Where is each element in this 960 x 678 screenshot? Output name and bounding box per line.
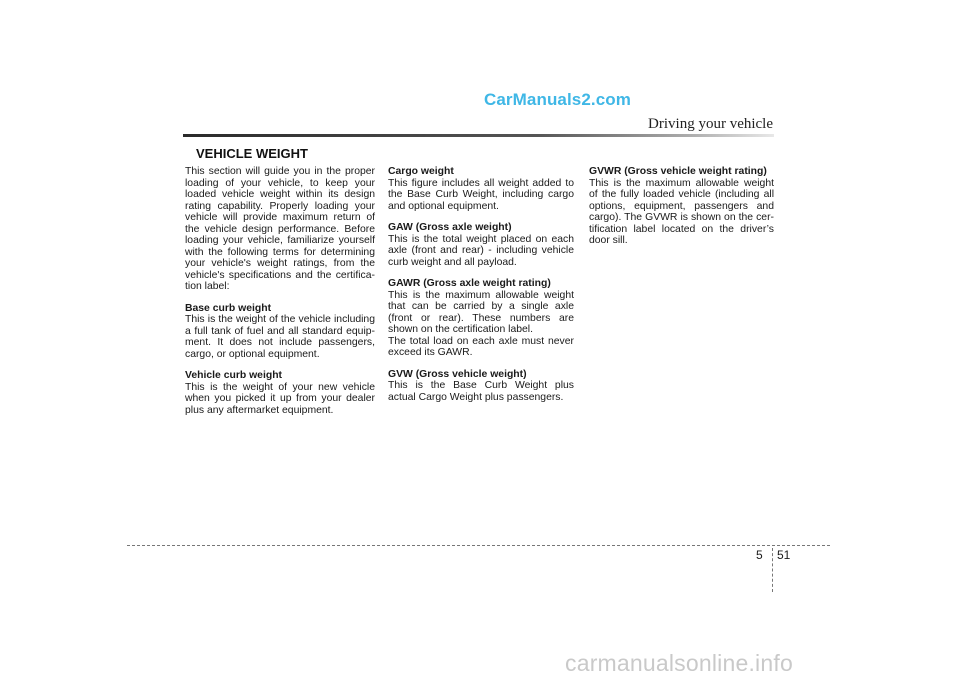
footer-divider xyxy=(127,545,830,546)
paragraph: This figure includes all weight added to the Base Curb Weight, including cargo and optional equipment. xyxy=(388,177,574,212)
subheading: GVW (Gross vehicle weight) xyxy=(388,368,527,380)
page-number-divider xyxy=(772,548,773,592)
paragraph-gap xyxy=(185,360,375,370)
subheading: GAW (Gross axle weight) xyxy=(388,222,512,233)
subheading: Cargo weight xyxy=(388,166,454,177)
paragraph: This is the maximum allowable weight that can be carried by a single axle (front or rear). These numbers are shown on the certification label. xyxy=(388,289,574,335)
subheading: GVWR (Gross vehicle weight rating) xyxy=(589,166,767,177)
paragraph-gap xyxy=(388,212,574,222)
watermark-url-bottom: carmanualsonline.info xyxy=(565,650,793,676)
paragraph: This is the maximum allowable weight of the fully loaded vehicle (including all options, equipment, passengers and cargo). The GVWR is shown on the cer- tification label located on the driver’s door sill. xyxy=(589,177,774,246)
page-heading: VEHICLE WEIGHT xyxy=(196,146,308,161)
paragraph: This is the weight of the vehicle including a full tank of fuel and all standard equip- ment. It does not include passengers, cargo, or optional equipment. xyxy=(185,314,375,360)
subheading: GAWR (Gross axle weight rating) xyxy=(388,278,551,289)
text-column-2 xyxy=(388,166,574,403)
paragraph-gap xyxy=(388,268,574,278)
paragraph: The total load on each axle must never exceed its GAWR. xyxy=(388,335,574,358)
paragraph: This section will guide you in the proper loading of your vehicle, to keep your loaded vehicle weight within its design rating capability. Properly loading your vehicle will provide maximum return of the vehicle design performance. Before loading your vehicle, familiarize yourself with the following terms for determining your vehicle's weight ratings, from the vehicle's specifications and the certifica- tion label: xyxy=(185,166,375,292)
paragraph-gap xyxy=(185,293,375,303)
chapter-number: 5 xyxy=(756,548,763,562)
subheading: Base curb weight xyxy=(185,302,272,314)
page-number: 51 xyxy=(777,548,791,562)
paragraph: This is the Base Curb Weight plus actual Cargo Weight plus passengers. xyxy=(388,380,574,403)
text-column-3 xyxy=(589,166,774,247)
subheading: Vehicle curb weight xyxy=(185,370,283,381)
paragraph: This is the weight of your new vehicle when you picked it up from your dealer plus any aftermarket equipment. xyxy=(185,381,375,416)
watermark-logo-top: CarManuals2.com xyxy=(484,90,631,109)
text-column-1 xyxy=(185,166,375,416)
header-rule xyxy=(183,134,774,137)
paragraph: This is the total weight placed on each axle (front and rear) - including vehicle curb weight and all payload. xyxy=(388,233,574,268)
paragraph-gap xyxy=(388,359,574,369)
section-title: Driving your vehicle xyxy=(648,116,773,132)
